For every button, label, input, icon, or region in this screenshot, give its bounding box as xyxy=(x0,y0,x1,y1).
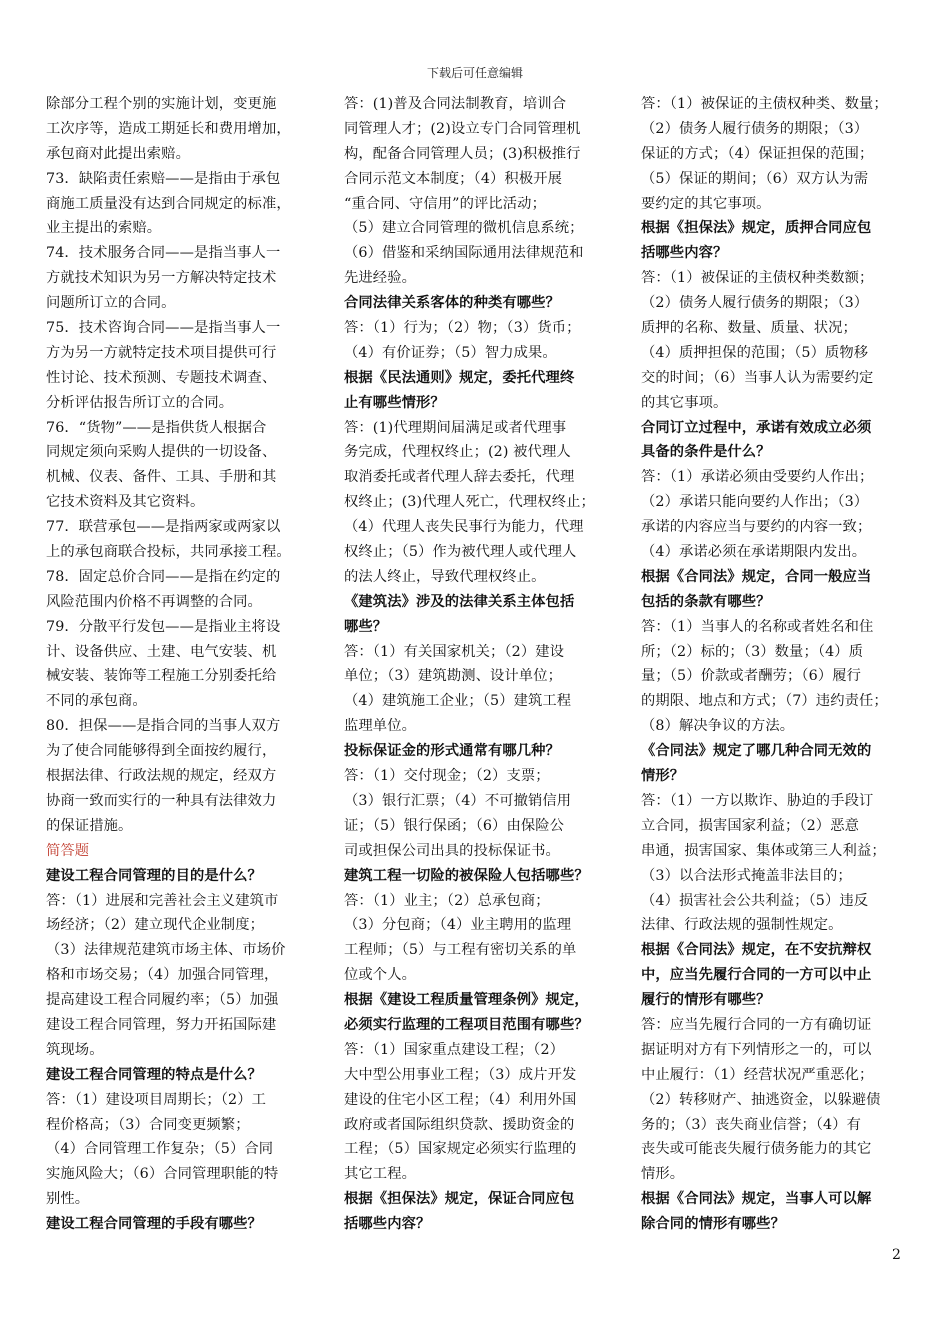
text-line: 答：应当先履行合同的一方有确切证 xyxy=(641,1016,872,1033)
text-line: 械安装、装饰等工程施工分别委托给 xyxy=(46,668,277,685)
text-line: 位或个人。 xyxy=(344,967,416,984)
text-line: 承包商对此提出索赔。 xyxy=(46,145,190,162)
text-line: 立合同，损害国家利益；（2）恶意 xyxy=(641,817,859,834)
text-line: （4）建筑施工企业；（5）建筑工程 xyxy=(344,693,572,710)
question-line: 止有哪些情形？ xyxy=(344,394,445,411)
text-line: 答：(1)普及合同法制教育，培训合 xyxy=(344,96,567,112)
text-line: 答：（1）进展和完善社会主义建筑市 xyxy=(46,892,279,909)
text-line: 为了使合同能够得到全面按约履行， xyxy=(46,743,277,760)
column-right xyxy=(641,92,915,1237)
text-line: （4）承诺必须在承诺期限内发出。 xyxy=(641,544,867,561)
text-line: 要约定的其它事项。 xyxy=(641,195,771,212)
text-line: （2）承诺只能向要约人作出；（3） xyxy=(641,494,869,511)
text-line: 权终止；(3)代理人死亡，代理权终止； xyxy=(344,494,595,511)
text-line: 的法人终止，导致代理权终止。 xyxy=(344,568,546,585)
text-line: 合同示范文本制度；（4）积极开展 xyxy=(344,170,562,187)
question-line: 履行的情形有哪些？ xyxy=(641,992,771,1009)
text-line: （4）质押担保的范围；（5）质物移 xyxy=(641,344,869,361)
text-line: 73．缺陷责任索赔——是指由于承包 xyxy=(46,170,281,187)
text-line: 串通，损害国家、集体或第三人利益； xyxy=(641,842,886,859)
text-line: 根据法律、行政法规的规定，经双方 xyxy=(46,768,277,785)
text-line: 保证的方式；（4）保证担保的范围； xyxy=(641,145,874,162)
text-line: 单位；（3）建筑勘测、设计单位； xyxy=(344,668,562,685)
text-line: 业主提出的索赔。 xyxy=(46,220,162,237)
text-line: 性讨论、技术预测、专题技术调查、 xyxy=(46,369,277,386)
text-line: 司或担保公司出具的投标保证书。 xyxy=(344,842,560,859)
text-line: 建设的住宅小区工程；（4）利用外国 xyxy=(344,1091,577,1108)
text-line: （4）损害社会公共利益；（5）违反 xyxy=(641,892,869,909)
text-line: 场经济；（2）建立现代企业制度； xyxy=(46,917,264,934)
text-line: 取消委托或者代理人辞去委托，代理 xyxy=(344,469,575,486)
text-line: 上的承包商联合投标，共同承接工程。 xyxy=(46,544,291,561)
text-line: （8）解决争议的方法。 xyxy=(641,718,795,735)
text-line: 所；（2）标的；（3）数量；（4）质 xyxy=(641,643,864,660)
text-line: 的其它事项。 xyxy=(641,394,728,411)
question-line: 除合同的情形有哪些？ xyxy=(641,1216,785,1233)
text-line: 分析评估报告所订立的合同。 xyxy=(46,394,234,411)
question-line: 包括的条款有哪些？ xyxy=(641,593,771,610)
text-line: 的期限、地点和方式；（7）违约责任； xyxy=(641,693,888,710)
text-line: 答：（1）被保证的主债权种类、数量； xyxy=(641,96,888,112)
text-line: 答：（1）被保证的主债权种类数额； xyxy=(641,270,874,287)
question-line: 《合同法》规定了哪几种合同无效的 xyxy=(641,743,872,760)
text-line: 答：（1）行为；（2）物；（3）货币； xyxy=(344,320,581,337)
text-line: 构，配备合同管理人员；(3)积极推行 xyxy=(344,145,581,162)
question-line: 必须实行监理的工程项目范围有哪些？ xyxy=(344,1016,589,1033)
text-line: 其它工程。 xyxy=(344,1166,416,1183)
column-left xyxy=(46,92,310,1237)
question-line: 括哪些内容？ xyxy=(641,245,728,262)
text-line: “重合同、守信用”的评比活动； xyxy=(344,195,546,212)
text-line: 监理单位。 xyxy=(344,718,416,735)
text-line: 问题所订立的合同。 xyxy=(46,295,176,312)
text-line: 答：（1）交付现金；（2）支票； xyxy=(344,768,550,785)
text-line: 证；（5）银行保函；（6）由保险公 xyxy=(344,817,565,834)
page-header: 下载后可任意编辑 xyxy=(426,66,523,80)
section-heading: 简答题 xyxy=(46,842,90,859)
text-line: （3）银行汇票；（4）不可撤销信用 xyxy=(344,792,572,809)
text-line: 同管理人才；(2)设立专门合同管理机 xyxy=(344,120,581,137)
question-line: 根据《担保法》规定，保证合同应包 xyxy=(344,1191,575,1208)
question-line: 建设工程合同管理的目的是什么？ xyxy=(46,867,262,884)
text-line: （5）保证的期间；（6）双方认为需 xyxy=(641,170,869,187)
text-line: 的保证措施。 xyxy=(46,817,133,834)
question-line: 括哪些内容？ xyxy=(344,1216,431,1233)
text-line: 程价格高；（3）合同变更频繁； xyxy=(46,1116,250,1133)
text-line: 答：（1）承诺必须由受要约人作出； xyxy=(641,469,874,486)
text-line: （3）分包商；（4）业主聘用的监理 xyxy=(344,917,572,934)
page-number: 2 xyxy=(892,1247,901,1263)
column-middle xyxy=(344,92,616,1237)
text-line: 机械、仪表、备件、工具、手册和其 xyxy=(46,469,277,486)
question-line: 根据《合同法》规定，合同一般应当 xyxy=(641,568,872,585)
text-line: 实施风险大；（6）合同管理职能的特 xyxy=(46,1166,279,1183)
text-line: （4）有价证券；（5）智力成果。 xyxy=(344,344,557,361)
text-line: 别性。 xyxy=(46,1191,90,1208)
text-line: 交的时间；（6）当事人认为需要约定 xyxy=(641,369,874,386)
text-line: 筑现场。 xyxy=(46,1041,104,1058)
question-line: 哪些？ xyxy=(344,618,388,635)
text-line: （4）合同管理工作复杂；（5）合同 xyxy=(46,1141,274,1158)
text-line: 权终止；（5）作为被代理人或代理人 xyxy=(344,544,577,561)
text-line: 大中型公用事业工程；（3）成片开发 xyxy=(344,1066,577,1083)
text-line: 政府或者国际组织贷款、援助资金的 xyxy=(344,1116,575,1133)
text-line: 77．联营承包——是指两家或两家以 xyxy=(46,519,281,536)
text-line: 风险范围内价格不再调整的合同。 xyxy=(46,593,262,610)
question-line: 合同订立过程中，承诺有效成立必须 xyxy=(641,419,872,436)
question-line: 具备的条件是什么？ xyxy=(641,444,771,461)
question-line: 建设工程合同管理的手段有哪些？ xyxy=(46,1216,262,1233)
text-line: 据证明对方有下列情形之一的，可以 xyxy=(641,1041,872,1058)
text-line: 丧失或可能丧失履行债务能力的其它 xyxy=(641,1141,872,1158)
text-line: 格和市场交易；（4）加强合同管理， xyxy=(46,967,279,984)
text-line: 建设工程合同管理，努力开拓国际建 xyxy=(46,1016,277,1033)
text-line: （3）以合法形式掩盖非法目的； xyxy=(641,867,852,884)
text-line: 中止履行：（1）经营状况严重恶化； xyxy=(641,1066,874,1083)
question-line: 根据《合同法》规定，当事人可以解 xyxy=(641,1191,872,1208)
question-line: 根据《建设工程质量管理条例》规定， xyxy=(344,992,589,1009)
question-line: 情形？ xyxy=(641,768,685,785)
text-line: （3）法律规范建筑市场主体、市场价 xyxy=(46,942,286,959)
text-line: 务完成，代理权终止；(2) 被代理人 xyxy=(344,444,571,461)
question-line: 根据《担保法》规定，质押合同应包 xyxy=(641,220,872,237)
text-line: （6）借鉴和采纳国际通用法律规范和 xyxy=(344,245,584,262)
text-line: 78．固定总价合同——是指在约定的 xyxy=(46,568,281,585)
text-line: （2）债务人履行债务的期限；（3） xyxy=(641,295,869,312)
text-line: （5）建立合同管理的微机信息系统； xyxy=(344,220,584,237)
text-line: 方为另一方就特定技术项目提供可行 xyxy=(46,344,277,361)
text-line: 答：（1）当事人的名称或者姓名和住 xyxy=(641,618,874,635)
text-line: 方就技术知识为另一方解决特定技术 xyxy=(46,270,277,287)
question-line: 《建筑法》涉及的法律关系主体包括 xyxy=(344,593,575,610)
text-line: 答：（1）有关国家机关；（2）建设 xyxy=(344,643,565,660)
text-line: 75．技术咨询合同——是指当事人一 xyxy=(46,320,281,337)
text-line: 它技术资料及其它资料。 xyxy=(46,494,205,511)
text-line: 74．技术服务合同——是指当事人一 xyxy=(46,245,281,262)
text-line: （2）转移财产、抽逃资金，以躲避债 xyxy=(641,1091,881,1108)
text-line: 同规定须向采购人提供的一切设备、 xyxy=(46,444,277,461)
text-line: 工程师；（5）与工程有密切关系的单 xyxy=(344,942,577,959)
text-line: 提高建设工程合同履约率；（5）加强 xyxy=(46,992,279,1009)
text-line: 答：（1）一方以欺诈、胁迫的手段订 xyxy=(641,792,874,809)
text-line: 80．担保——是指合同的当事人双方 xyxy=(46,718,281,735)
question-line: 根据《民法通则》规定，委托代理终 xyxy=(344,369,575,386)
text-line: 除部分工程个别的实施计划，变更施 xyxy=(46,96,277,112)
text-line: 79．分散平行发包——是指业主将设 xyxy=(46,618,281,635)
text-line: 答：(1)代理期间届满足或者代理事 xyxy=(344,419,567,436)
text-line: 答：（1）建设项目周期长；（2）工 xyxy=(46,1091,267,1108)
question-line: 合同法律关系客体的种类有哪些？ xyxy=(344,295,560,312)
text-line: 答：（1）业主；（2）总承包商； xyxy=(344,892,550,909)
text-line: （2）债务人履行债务的期限；（3） xyxy=(641,120,869,137)
text-line: 质押的名称、数量、质量、状况； xyxy=(641,320,857,337)
text-line: 协商一致而实行的一种具有法律效力 xyxy=(46,792,277,809)
text-line: 量；（5）价款或者酬劳；（6）履行 xyxy=(641,668,862,685)
question-line: 建设工程合同管理的特点是什么？ xyxy=(46,1066,262,1083)
text-line: 务的；（3）丧失商业信誉；（4）有 xyxy=(641,1116,862,1133)
text-line: 76．“货物”——是指供货人根据合 xyxy=(46,419,267,436)
text-line: 先进经验。 xyxy=(344,270,416,287)
text-line: 法律、行政法规的强制性规定。 xyxy=(641,917,843,934)
text-line: 商施工质量没有达到合同规定的标准， xyxy=(46,195,291,212)
question-line: 中，应当先履行合同的一方可以中止 xyxy=(641,967,872,984)
question-line: 根据《合同法》规定，在不安抗辩权 xyxy=(641,942,872,959)
text-line: （4）代理人丧失民事行为能力，代理 xyxy=(344,519,584,536)
text-line: 计、设备供应、土建、电气安装、机 xyxy=(46,643,277,660)
text-line: 承诺的内容应当与要约的内容一致； xyxy=(641,519,872,536)
text-line: 情形。 xyxy=(641,1166,685,1183)
text-line: 工程；（5）国家规定必须实行监理的 xyxy=(344,1141,577,1158)
text-line: 工次序等，造成工期延长和费用增加， xyxy=(46,120,291,137)
text-line: 不同的承包商。 xyxy=(46,693,147,710)
question-line: 投标保证金的形式通常有哪几种？ xyxy=(344,743,560,760)
text-line: 答：（1）国家重点建设工程；（2） xyxy=(344,1041,565,1058)
question-line: 建筑工程一切险的被保险人包括哪些？ xyxy=(344,867,589,884)
